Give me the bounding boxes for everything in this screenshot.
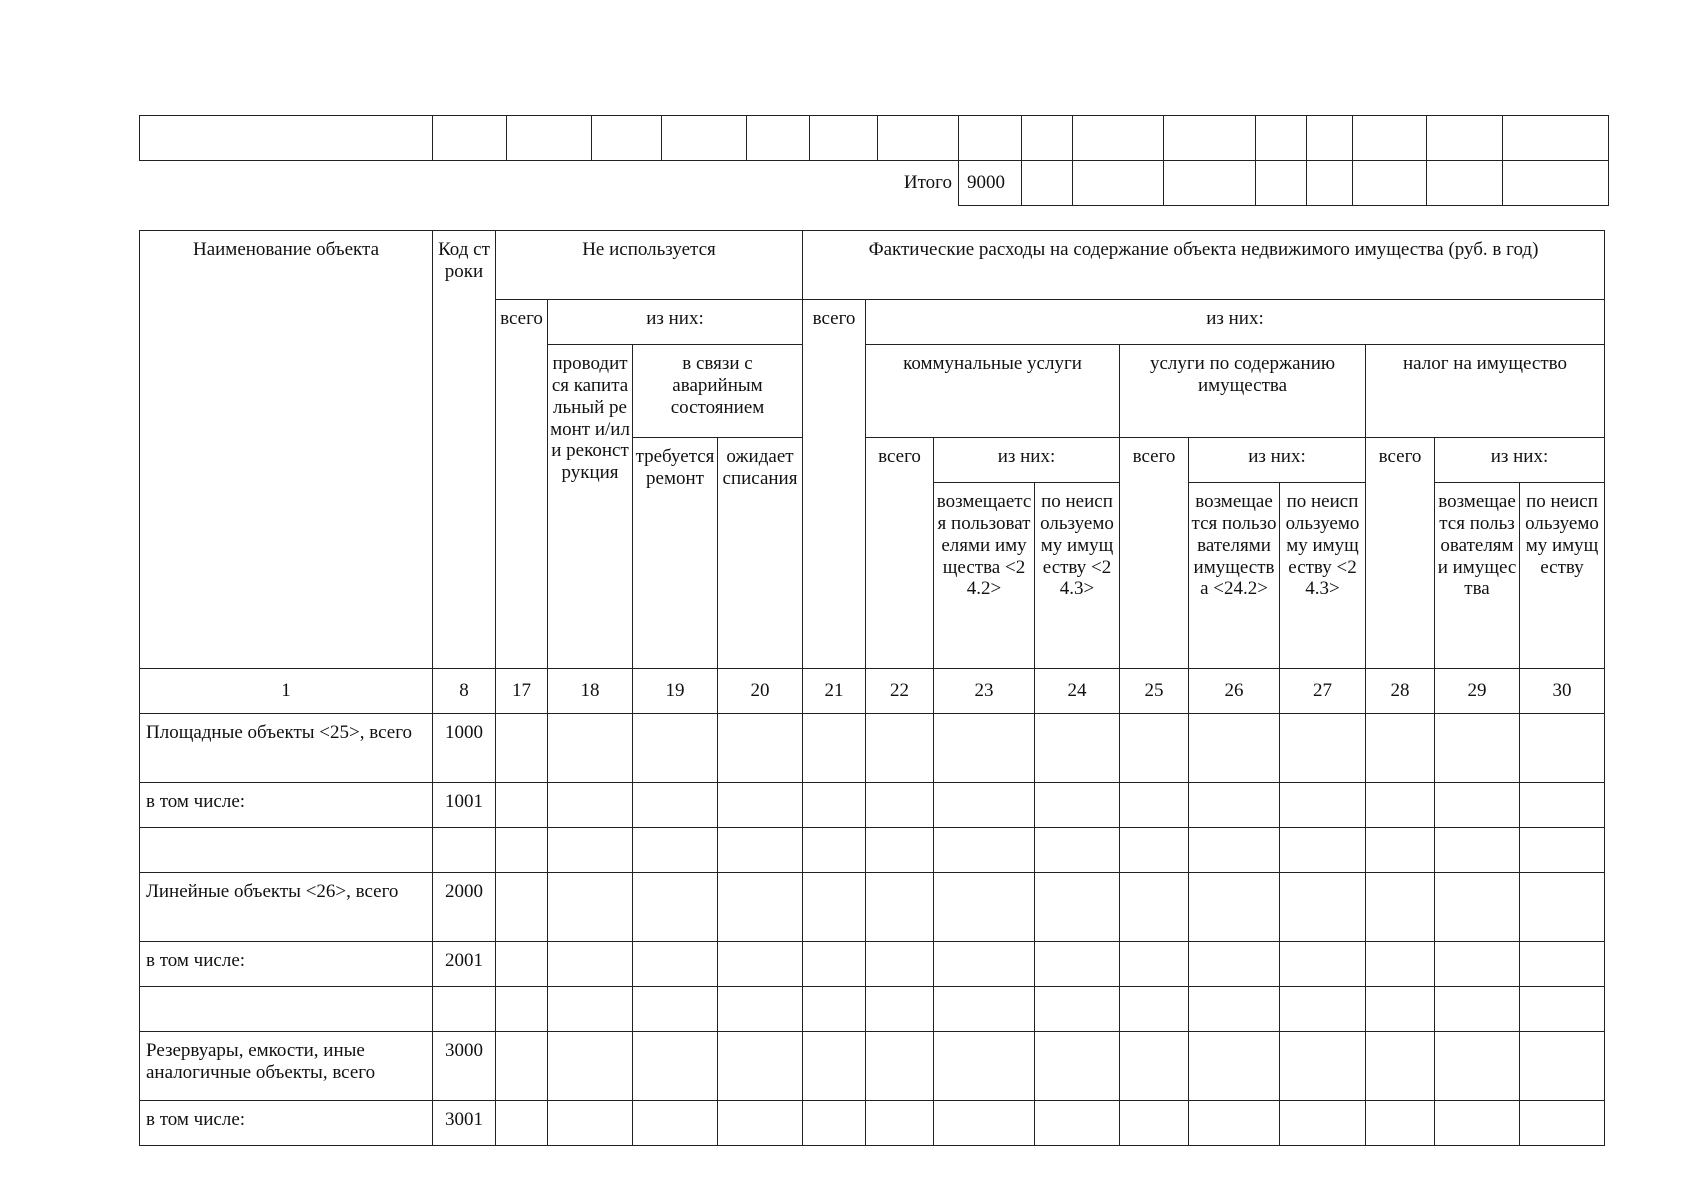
header-code: Код строки [433, 231, 496, 669]
header-expenses-of-them: из них: [866, 300, 1605, 345]
top-blank-row [140, 116, 1609, 161]
data-cell [548, 714, 633, 783]
data-cell [866, 783, 934, 828]
cell [662, 116, 747, 161]
cell [1427, 116, 1503, 161]
data-cell [1189, 1032, 1280, 1101]
data-cell [934, 942, 1035, 987]
data-cell [633, 714, 718, 783]
data-cell [633, 1032, 718, 1101]
data-cell [1520, 1032, 1605, 1101]
table-row [140, 783, 1605, 828]
cell [1503, 116, 1609, 161]
data-cell [1435, 1101, 1520, 1146]
row-name: в том числе: [140, 783, 433, 828]
data-cell [496, 1101, 548, 1146]
row-code [433, 828, 496, 873]
data-cell [1435, 714, 1520, 783]
data-cell [1366, 942, 1435, 987]
header-util-of-them: из них: [934, 438, 1120, 483]
table-row [140, 1032, 1605, 1101]
itogo-row [140, 161, 1609, 206]
data-cell [803, 714, 866, 783]
data-cell [1189, 714, 1280, 783]
cell [1164, 161, 1256, 206]
data-cell [1520, 783, 1605, 828]
data-cell [1120, 1101, 1189, 1146]
data-cell [548, 942, 633, 987]
data-cell [1280, 783, 1366, 828]
row-name: Резервуары, емкости, иные аналогичные объекты, всего [140, 1032, 433, 1101]
data-cell [1035, 714, 1120, 783]
header-property-tax: налог на имущество [1366, 345, 1605, 438]
cell [1307, 116, 1353, 161]
data-cell [496, 1032, 548, 1101]
data-cell [1435, 828, 1520, 873]
data-cell [934, 714, 1035, 783]
row-code: 3000 [433, 1032, 496, 1101]
data-cell [1366, 873, 1435, 942]
data-cell [1280, 1101, 1366, 1146]
data-cell [803, 1101, 866, 1146]
column-number: 23 [934, 669, 1035, 714]
data-cell [866, 1032, 934, 1101]
row-name [140, 828, 433, 873]
data-cell [1280, 987, 1366, 1032]
data-cell [1520, 714, 1605, 783]
column-number: 17 [496, 669, 548, 714]
cell [140, 116, 433, 161]
header-actual-expenses: Фактические расходы на содержание объекта недвижимого имущества (руб. в год) [803, 231, 1605, 300]
cell [810, 116, 878, 161]
cell [959, 116, 1022, 161]
data-cell [803, 942, 866, 987]
data-cell [1189, 942, 1280, 987]
header-tax-unused: по неиспользуемому имуществу [1520, 483, 1605, 669]
data-cell [1189, 987, 1280, 1032]
header-util-reimbursed: возмещается пользователями имущества <24.2> [934, 483, 1035, 669]
row-code: 1000 [433, 714, 496, 783]
column-number: 19 [633, 669, 718, 714]
cell [1022, 161, 1073, 206]
data-cell [496, 714, 548, 783]
data-cell [1120, 714, 1189, 783]
data-cell [718, 783, 803, 828]
data-cell [866, 873, 934, 942]
row-name [140, 987, 433, 1032]
data-cell [1035, 942, 1120, 987]
data-cell [1435, 942, 1520, 987]
header-util-unused: по неиспользуемому имуществу <24.3> [1035, 483, 1120, 669]
data-cell [934, 1101, 1035, 1146]
data-cell [934, 783, 1035, 828]
cell [1073, 116, 1164, 161]
header-awaits-writeoff: ожидает списания [718, 438, 803, 669]
header-emergency: в связи с аварийным состоянием [633, 345, 803, 438]
data-cell [633, 873, 718, 942]
row-code: 2000 [433, 873, 496, 942]
data-cell [718, 987, 803, 1032]
row-name: в том числе: [140, 942, 433, 987]
data-cell [866, 714, 934, 783]
cell [1022, 116, 1073, 161]
data-cell [1120, 828, 1189, 873]
itogo-label: Итого [140, 161, 959, 206]
data-cell [934, 828, 1035, 873]
column-numbers-row [140, 669, 1605, 714]
data-cell [803, 987, 866, 1032]
data-cell [633, 828, 718, 873]
cell [507, 116, 592, 161]
data-cell [633, 942, 718, 987]
data-cell [548, 1032, 633, 1101]
table-row [140, 987, 1605, 1032]
data-cell [718, 714, 803, 783]
data-cell [1035, 987, 1120, 1032]
data-cell [1520, 987, 1605, 1032]
header-tax-of-them: из них: [1435, 438, 1605, 483]
data-cell [548, 873, 633, 942]
data-cell [1280, 714, 1366, 783]
data-cell [1366, 714, 1435, 783]
cell [747, 116, 810, 161]
header-maint-unused: по неиспользуемому имуществу <24.3> [1280, 483, 1366, 669]
header-maint-total: всего [1120, 438, 1189, 669]
column-number: 28 [1366, 669, 1435, 714]
data-cell [548, 1101, 633, 1146]
column-number: 18 [548, 669, 633, 714]
data-cell [718, 942, 803, 987]
cell [1307, 161, 1353, 206]
column-number: 24 [1035, 669, 1120, 714]
column-number: 20 [718, 669, 803, 714]
itogo-code: 9000 [959, 161, 1022, 206]
table-row [140, 1101, 1605, 1146]
header-maint-reimbursed: возмещается пользователями имущества <24.2> [1189, 483, 1280, 669]
data-cell [1520, 942, 1605, 987]
data-cell [1035, 783, 1120, 828]
data-cell [1120, 783, 1189, 828]
data-cell [633, 987, 718, 1032]
header-utilities: коммунальные услуги [866, 345, 1120, 438]
row-code: 3001 [433, 1101, 496, 1146]
cell [592, 116, 662, 161]
cell [1427, 161, 1503, 206]
data-cell [934, 873, 1035, 942]
data-cell [1035, 1101, 1120, 1146]
data-cell [1366, 828, 1435, 873]
data-cell [866, 1101, 934, 1146]
cell [1353, 116, 1427, 161]
row-name: Площадные объекты <25>, всего [140, 714, 433, 783]
data-cell [1120, 873, 1189, 942]
data-cell [1520, 828, 1605, 873]
header-maint-of-them: из них: [1189, 438, 1366, 483]
data-cell [496, 987, 548, 1032]
row-code [433, 987, 496, 1032]
data-cell [633, 1101, 718, 1146]
column-number: 21 [803, 669, 866, 714]
row-name: Линейные объекты <26>, всего [140, 873, 433, 942]
data-cell [718, 1032, 803, 1101]
header-maintenance: услуги по содержанию имущества [1120, 345, 1366, 438]
header-row-1 [140, 231, 1605, 300]
data-cell [1189, 873, 1280, 942]
data-cell [496, 783, 548, 828]
cell [878, 116, 959, 161]
data-cell [866, 987, 934, 1032]
data-cell [1366, 1032, 1435, 1101]
data-cell [633, 783, 718, 828]
table-row [140, 942, 1605, 987]
data-cell [803, 1032, 866, 1101]
data-cell [1435, 1032, 1520, 1101]
column-number: 30 [1520, 669, 1605, 714]
cell [1164, 116, 1256, 161]
header-expenses-total: всего [803, 300, 866, 669]
column-number: 22 [866, 669, 934, 714]
header-capital-repair: проводится капитальный ремонт и/или реконструкция [548, 345, 633, 669]
table-row [140, 873, 1605, 942]
data-cell [1435, 783, 1520, 828]
data-cell [1280, 828, 1366, 873]
property-expenses-table [139, 230, 1605, 1146]
cell [1353, 161, 1427, 206]
row-code: 1001 [433, 783, 496, 828]
data-cell [1189, 828, 1280, 873]
data-cell [496, 942, 548, 987]
data-cell [1189, 783, 1280, 828]
cell [1256, 116, 1307, 161]
cell [1503, 161, 1609, 206]
data-cell [1366, 783, 1435, 828]
data-cell [1189, 1101, 1280, 1146]
data-cell [1120, 942, 1189, 987]
column-number: 1 [140, 669, 433, 714]
data-cell [1035, 873, 1120, 942]
data-cell [1035, 1032, 1120, 1101]
header-not-used-total: всего [496, 300, 548, 669]
row-code: 2001 [433, 942, 496, 987]
data-cell [803, 828, 866, 873]
column-number: 27 [1280, 669, 1366, 714]
row-name: в том числе: [140, 1101, 433, 1146]
data-cell [548, 987, 633, 1032]
data-cell [803, 783, 866, 828]
data-cell [803, 873, 866, 942]
data-cell [718, 828, 803, 873]
cell [433, 116, 507, 161]
data-cell [1435, 873, 1520, 942]
header-util-total: всего [866, 438, 934, 669]
data-cell [548, 828, 633, 873]
table-row [140, 828, 1605, 873]
data-cell [1520, 1101, 1605, 1146]
column-number: 25 [1120, 669, 1189, 714]
totals-table [139, 115, 1609, 206]
data-cell [1280, 1032, 1366, 1101]
data-cell [866, 828, 934, 873]
data-cell [866, 942, 934, 987]
column-number: 26 [1189, 669, 1280, 714]
column-number: 29 [1435, 669, 1520, 714]
data-cell [1120, 987, 1189, 1032]
data-cell [496, 828, 548, 873]
column-number: 8 [433, 669, 496, 714]
data-cell [718, 1101, 803, 1146]
data-cell [1366, 1101, 1435, 1146]
data-cell [934, 987, 1035, 1032]
data-cell [496, 873, 548, 942]
data-cell [1035, 828, 1120, 873]
data-cell [1120, 1032, 1189, 1101]
header-tax-reimbursed: возмещается пользователями имущества [1435, 483, 1520, 669]
data-cell [548, 783, 633, 828]
header-tax-total: всего [1366, 438, 1435, 669]
data-cell [1280, 942, 1366, 987]
data-cell [718, 873, 803, 942]
cell [1073, 161, 1164, 206]
data-cell [1280, 873, 1366, 942]
header-not-used: Не используется [496, 231, 803, 300]
header-needs-repair: требуется ремонт [633, 438, 718, 669]
cell [1256, 161, 1307, 206]
header-not-used-of-them: из них: [548, 300, 803, 345]
data-cell [1435, 987, 1520, 1032]
table-row [140, 714, 1605, 783]
header-name: Наименование объекта [140, 231, 433, 669]
data-cell [934, 1032, 1035, 1101]
data-cell [1366, 987, 1435, 1032]
data-cell [1520, 873, 1605, 942]
